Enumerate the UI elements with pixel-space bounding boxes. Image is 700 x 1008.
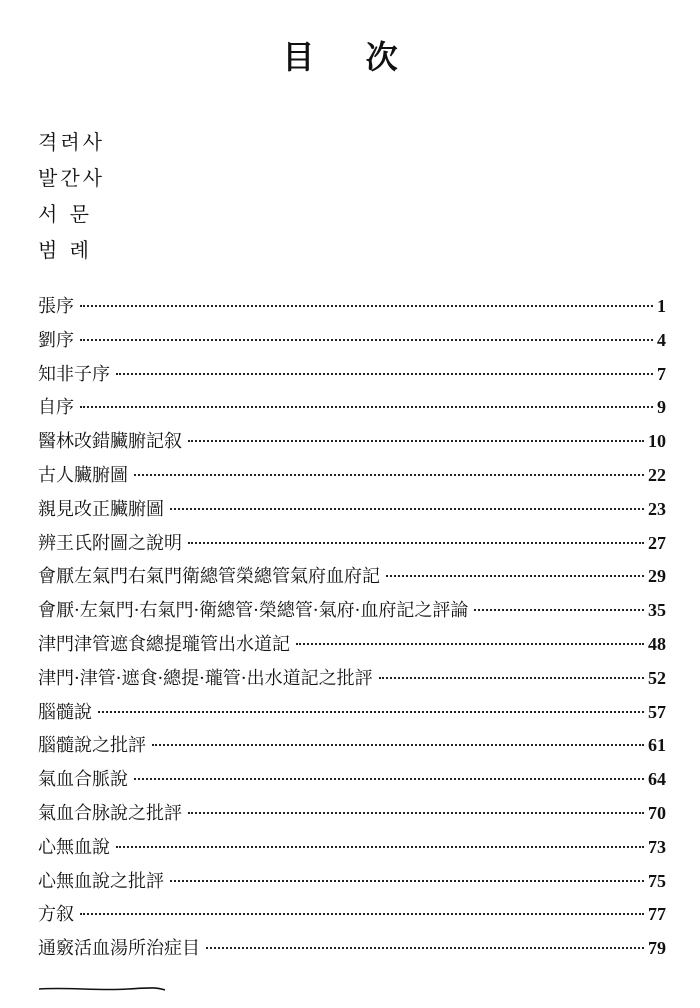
toc-entry-title: 張序 xyxy=(38,296,74,317)
toc-leader-dots xyxy=(80,305,653,307)
toc-leader-dots xyxy=(188,440,644,442)
toc-entry-page-number: 64 xyxy=(648,769,666,790)
toc-entry-page-number: 70 xyxy=(648,802,666,823)
toc-entry-page-number: 1 xyxy=(657,296,666,316)
toc-leader-dots xyxy=(188,812,644,814)
toc-entry-page-number: 77 xyxy=(648,904,666,925)
toc-entry-page-number: 79 xyxy=(648,938,666,959)
toc-leader-dots xyxy=(188,542,644,544)
toc-entry-page-number: 23 xyxy=(648,498,666,519)
toc-entry xyxy=(38,461,666,495)
toc-leader-dots xyxy=(134,474,644,476)
toc-entry xyxy=(38,731,666,765)
toc-entry-title: 津門津管遮食總提瓏管出水道記 xyxy=(38,633,290,655)
front-matter-item-publication: 발간사 xyxy=(38,166,105,190)
toc-entry-page-number: 27 xyxy=(648,532,666,553)
toc-entry-title: 辨王氏附圖之說明 xyxy=(38,532,182,554)
toc-entry-title: 醫林改錯臟腑記叙 xyxy=(38,431,182,453)
toc-entry xyxy=(38,495,666,529)
toc-entry-title: 腦髓說之批評 xyxy=(38,735,146,757)
toc-leader-dots xyxy=(80,406,653,408)
toc-entry-page-number: 35 xyxy=(648,600,666,621)
toc-leader-dots xyxy=(296,643,644,645)
toc-entry-title: 會厭·左氣門·右氣門·衛總管·榮總管·氣府·血府記之評論 xyxy=(38,600,469,622)
toc-entry xyxy=(38,529,666,563)
toc-leader-dots xyxy=(134,778,644,780)
toc-entry xyxy=(38,698,666,732)
toc-entry-title: 通竅活血湯所治症目 xyxy=(38,938,200,960)
toc-entry-page-number: 7 xyxy=(657,363,666,384)
toc-entry xyxy=(38,326,666,360)
toc-entry-title: 劉序 xyxy=(38,329,74,351)
toc-entry xyxy=(38,799,666,833)
toc-entry-page-number: 10 xyxy=(648,431,666,452)
toc-entry-title: 心無血說 xyxy=(38,836,110,858)
front-matter-item-preface: 서 문 xyxy=(38,202,92,226)
toc-entry xyxy=(38,664,666,698)
toc-leader-dots xyxy=(170,880,644,882)
toc-entry-page-number: 52 xyxy=(648,667,666,688)
handwritten-underline xyxy=(38,986,166,992)
toc-entry xyxy=(38,427,666,461)
toc-entry xyxy=(38,765,666,799)
toc-entry xyxy=(38,867,666,901)
table-of-contents xyxy=(38,292,666,968)
toc-entry-page-number: 9 xyxy=(657,397,666,418)
toc-entry-title: 津門·津管·遮食·總提·瓏管·出水道記之批評 xyxy=(38,667,373,689)
toc-entry-page-number: 73 xyxy=(648,836,666,857)
toc-entry xyxy=(38,833,666,867)
toc-leader-dots xyxy=(474,609,644,611)
toc-entry-title: 自序 xyxy=(38,397,74,419)
front-matter-item-encouragement: 격려사 xyxy=(38,130,105,154)
toc-entry xyxy=(38,934,666,968)
front-matter-list xyxy=(38,124,105,268)
front-matter-item-guidelines: 범 례 xyxy=(38,238,92,262)
toc-leader-dots xyxy=(386,575,644,577)
toc-entry xyxy=(38,562,666,596)
toc-entry-title: 知非子序 xyxy=(38,363,110,385)
toc-leader-dots xyxy=(206,947,644,949)
toc-entry-title: 方叙 xyxy=(38,904,74,926)
toc-entry xyxy=(38,900,666,934)
toc-entry-title: 心無血說之批評 xyxy=(38,870,164,892)
toc-entry-title: 古人臟腑圖 xyxy=(38,464,128,486)
toc-entry-page-number: 61 xyxy=(648,735,666,756)
toc-entry-page-number: 57 xyxy=(648,701,666,722)
toc-entry xyxy=(38,393,666,427)
toc-entry-title: 親見改正臟腑圖 xyxy=(38,498,164,520)
toc-leader-dots xyxy=(379,677,644,679)
toc-entry-title: 氣血合脈說 xyxy=(38,769,128,791)
toc-entry-page-number: 48 xyxy=(648,633,666,654)
toc-leader-dots xyxy=(116,846,644,848)
toc-entry xyxy=(38,596,666,630)
toc-entry xyxy=(38,292,666,326)
toc-entry-page-number: 75 xyxy=(648,870,666,891)
toc-entry-page-number: 29 xyxy=(648,566,666,587)
page-title: 目 次 xyxy=(282,38,418,76)
toc-entry xyxy=(38,360,666,394)
toc-leader-dots xyxy=(80,913,644,915)
toc-entry-title: 腦髓說 xyxy=(38,701,92,723)
toc-leader-dots xyxy=(98,711,644,713)
toc-leader-dots xyxy=(116,373,653,375)
toc-entry-title: 氣血合脉說之批評 xyxy=(38,802,182,824)
toc-entry-page-number: 4 xyxy=(657,329,666,350)
toc-entry xyxy=(38,630,666,664)
toc-entry-page-number: 22 xyxy=(648,464,666,485)
toc-leader-dots xyxy=(152,744,644,746)
toc-entry-title: 會厭左氣門右氣門衛總管榮總管氣府血府記 xyxy=(38,566,380,588)
toc-leader-dots xyxy=(170,508,644,510)
toc-leader-dots xyxy=(80,339,653,341)
